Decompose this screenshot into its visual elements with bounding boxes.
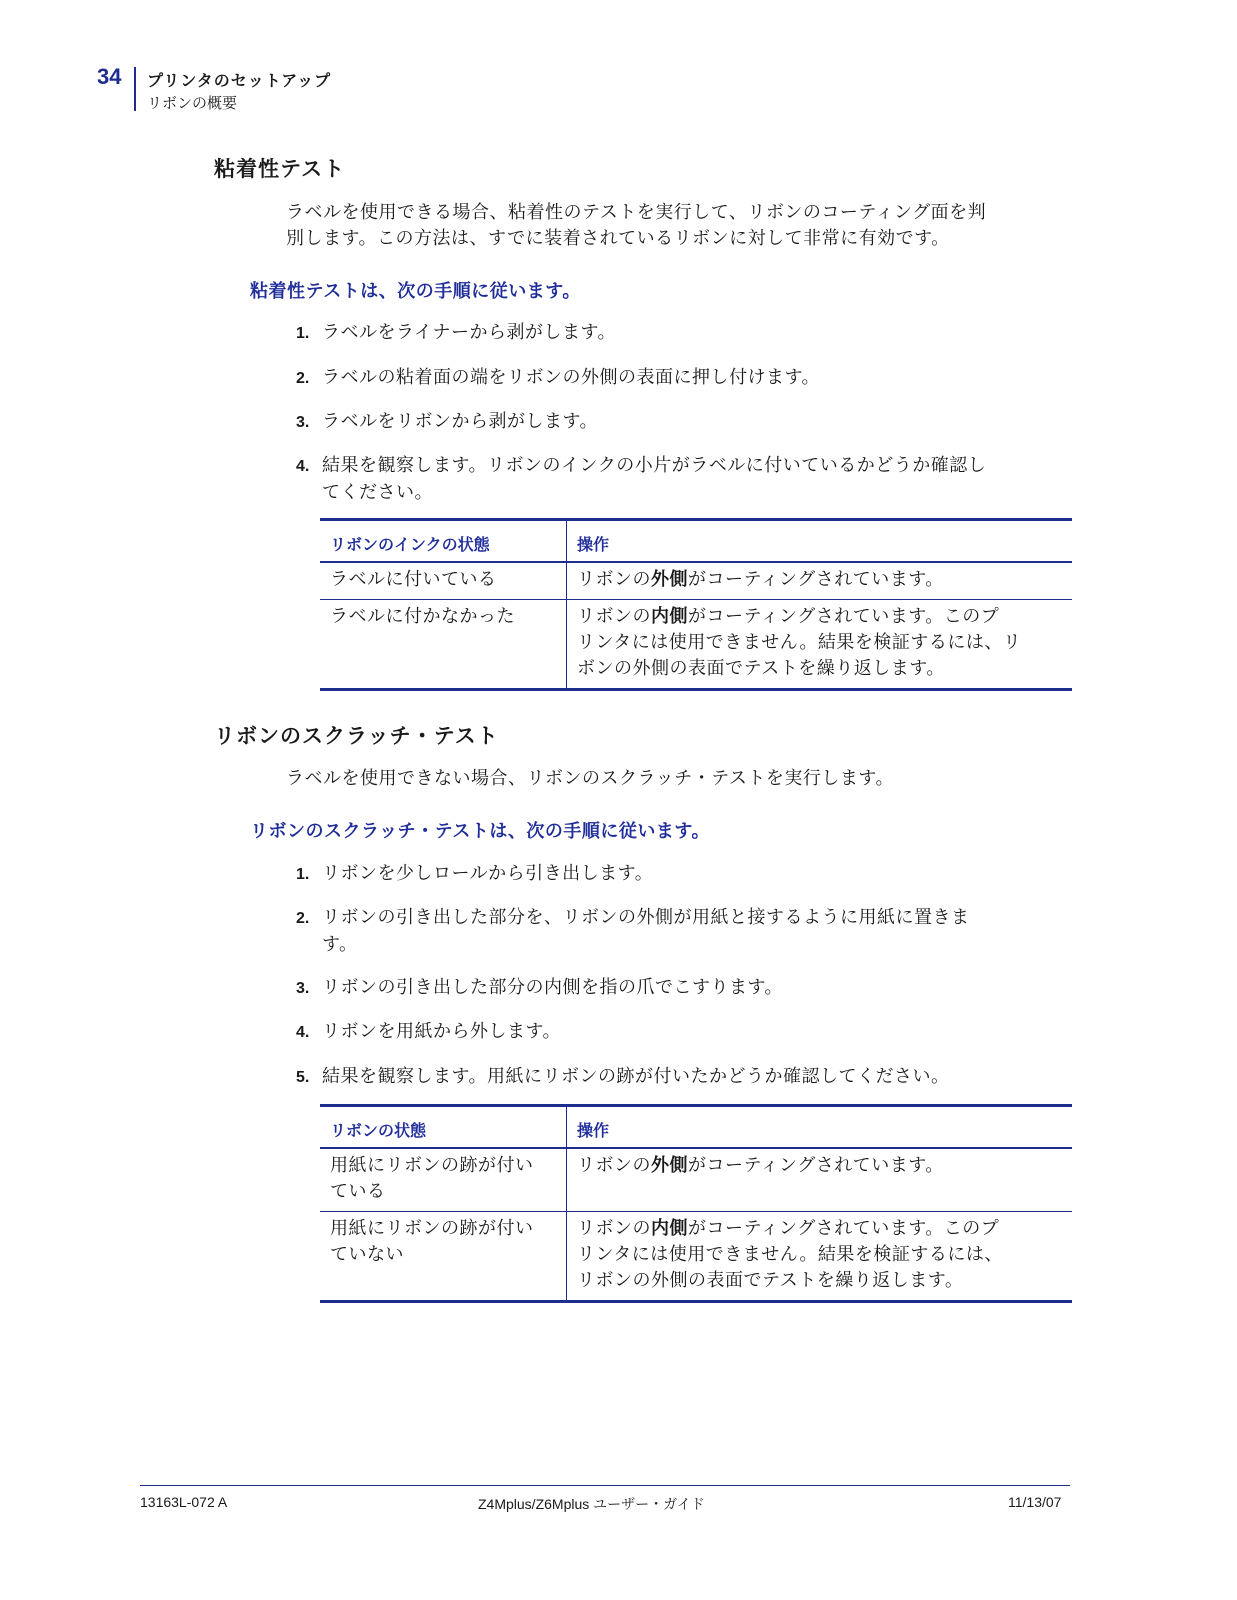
step-text-continued: てください。 — [322, 482, 433, 503]
step-number: 1. — [296, 866, 310, 883]
step-text: ラベルをリボンから剥がします。 — [322, 411, 599, 432]
scratch-step-2 — [296, 905, 1076, 958]
action-cell — [567, 1148, 1073, 1212]
step-text-continued: す。 — [322, 934, 358, 955]
condition-cell — [320, 1212, 567, 1302]
condition-text: ている — [330, 1181, 386, 1202]
step-text: 結果を観察します。リボンのインクの小片がラベルに付いているかどうか確認し — [322, 455, 987, 476]
action-text: がコーティングされています。このプ — [688, 1218, 1000, 1239]
scratch-step-4 — [296, 1019, 1076, 1046]
adhesive-test-heading: 粘着性テスト — [214, 157, 346, 181]
action-text: がコーティングされています。 — [688, 569, 944, 590]
action-emphasis: 外側 — [651, 569, 688, 590]
adhesive-procedure-title: 粘着性テストは、次の手順に従います。 — [250, 281, 581, 302]
action-text: リボンの — [577, 1218, 651, 1239]
step-text: ラベルをライナーから剥がします。 — [322, 322, 617, 343]
step-text: リボンを用紙から外します。 — [322, 1021, 562, 1042]
table-header-condition: リボンの状態 — [320, 1106, 567, 1149]
step-text: ラベルの粘着面の端をリボンの外側の表面に押し付けます。 — [322, 367, 821, 388]
action-text: リボンの — [577, 606, 651, 627]
step-number: 5. — [296, 1069, 310, 1086]
step-number: 2. — [296, 370, 310, 387]
action-text: リンタには使用できません。結果を検証するには、 — [577, 1244, 1003, 1265]
ribbon-condition-table — [320, 1104, 1072, 1303]
action-emphasis: 内側 — [651, 606, 688, 627]
action-cell — [567, 562, 1073, 600]
action-emphasis: 外側 — [651, 1155, 688, 1176]
condition-cell: ラベルに付いている — [320, 562, 567, 600]
ink-condition-table — [320, 518, 1072, 691]
step-number: 2. — [296, 910, 310, 927]
adhesive-step-1 — [296, 320, 1076, 347]
scratch-test-intro: ラベルを使用できない場合、リボンのスクラッチ・テストを実行します。 — [286, 768, 894, 789]
table-header-action: 操作 — [567, 1106, 1073, 1149]
condition-text: 用紙にリボンの跡が付い — [330, 1155, 534, 1176]
condition-text: ていない — [330, 1244, 404, 1265]
table-row — [320, 1212, 1072, 1302]
scratch-step-1 — [296, 861, 1076, 888]
header-divider — [134, 67, 136, 111]
step-text: リボンの引き出した部分の内側を指の爪でこすります。 — [322, 977, 784, 998]
action-text: リボンの — [577, 569, 651, 590]
table-header-action: 操作 — [567, 520, 1073, 563]
scratch-step-5 — [296, 1064, 1076, 1091]
action-text: ボンの外側の表面でテストを繰り返します。 — [577, 658, 945, 679]
footer-date: 11/13/07 — [1008, 1494, 1062, 1510]
step-number: 3. — [296, 980, 310, 997]
action-cell — [567, 1212, 1073, 1302]
action-emphasis: 内側 — [651, 1218, 688, 1239]
action-text: リンタには使用できません。結果を検証するには、リ — [577, 632, 1022, 653]
table-row — [320, 562, 1072, 600]
section-title: リボンの概要 — [147, 94, 238, 112]
step-number: 4. — [296, 458, 310, 475]
condition-cell — [320, 1148, 567, 1212]
action-text: リボンの — [577, 1155, 651, 1176]
table-header-condition: リボンのインクの状態 — [320, 520, 567, 563]
step-text: リボンの引き出した部分を、リボンの外側が用紙と接するように用紙に置きま — [322, 907, 970, 928]
adhesive-test-intro — [286, 200, 1076, 252]
step-text: 結果を観察します。用紙にリボンの跡が付いたかどうか確認してください。 — [322, 1066, 950, 1087]
table-row — [320, 1148, 1072, 1212]
step-number: 3. — [296, 414, 310, 431]
action-text: がコーティングされています。 — [688, 1155, 944, 1176]
condition-cell: ラベルに付かなかった — [320, 600, 567, 690]
adhesive-step-3 — [296, 409, 1076, 436]
scratch-test-heading: リボンのスクラッチ・テスト — [214, 724, 499, 748]
adhesive-step-4 — [296, 453, 1076, 506]
page-number: 34 — [97, 64, 122, 89]
step-number: 4. — [296, 1024, 310, 1041]
adhesive-step-2 — [296, 365, 1076, 392]
step-number: 1. — [296, 325, 310, 342]
scratch-procedure-title: リボンのスクラッチ・テストは、次の手順に従います。 — [250, 821, 710, 842]
action-text: リボンの外側の表面でテストを繰り返します。 — [577, 1270, 964, 1291]
table-row — [320, 600, 1072, 690]
intro-line: 別します。この方法は、すでに装着されているリボンに対して非常に有効です。 — [286, 228, 950, 249]
condition-text: 用紙にリボンの跡が付い — [330, 1218, 534, 1239]
footer-divider — [140, 1485, 1070, 1486]
action-cell — [567, 600, 1073, 690]
footer-guide-title: Z4Mplus/Z6Mplus ユーザー・ガイド — [478, 1496, 705, 1512]
footer-doc-number: 13163L-072 A — [140, 1494, 228, 1510]
scratch-step-3 — [296, 975, 1076, 1002]
chapter-title: プリンタのセットアップ — [147, 71, 332, 90]
intro-line: ラベルを使用できる場合、粘着性のテストを実行して、リボンのコーティング面を判 — [286, 202, 987, 223]
step-text: リボンを少しロールから引き出します。 — [322, 863, 654, 884]
action-text: がコーティングされています。このプ — [688, 606, 1000, 627]
